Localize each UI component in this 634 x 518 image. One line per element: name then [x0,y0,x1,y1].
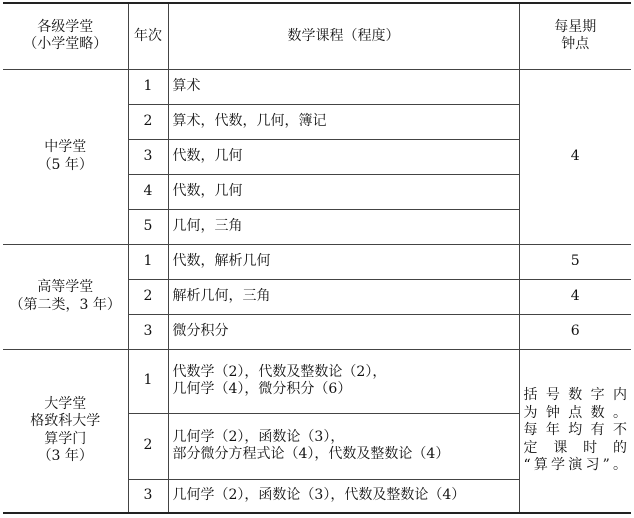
note-cell [519,349,631,513]
course-cell: 几何学（2），函数论（3），代数及整数论（4） [168,479,519,513]
course-line: 几何学（4），微分积分（6） [172,381,352,397]
note-line: “算学演习”。 [523,457,627,473]
year-cell: 3 [128,314,168,349]
note-line: 定课时的 [523,439,627,456]
school-name-line: 算学门 [44,430,87,447]
year-cell: 2 [128,104,168,139]
note-line: 括号数字内 [523,387,627,403]
year-cell: 3 [128,139,168,174]
header-hours-line2: 钟点 [561,36,590,53]
math-curriculum-table [3,2,631,514]
header-school-line2: （小学堂略） [23,36,108,53]
course-cell: 几何，三角 [168,209,519,244]
school-name-university [3,349,128,513]
year-cell: 1 [128,244,168,279]
header-school-line1: 各级学堂 [37,18,94,35]
header-course: 数学课程（程度） [168,3,519,69]
course-cell [168,349,519,413]
school-name-line: 中学堂 [44,139,87,155]
course-cell: 解析几何，三角 [168,279,519,314]
year-cell: 3 [128,479,168,513]
school-name-middle [3,69,128,244]
school-name-line: 格致科大学 [30,413,101,430]
hours-cell: 4 [519,69,631,244]
school-name-high [3,244,128,349]
hours-cell: 6 [519,314,631,349]
course-cell: 代数，几何 [168,139,519,174]
hours-cell: 5 [519,244,631,279]
year-cell: 1 [128,349,168,413]
year-cell: 1 [128,69,168,104]
header-school [3,3,128,69]
school-name-line: （第二类，3 年） [9,296,121,313]
course-cell [168,413,519,479]
course-cell: 代数，解析几何 [168,244,519,279]
year-cell: 4 [128,174,168,209]
school-name-line: 高等学堂 [37,279,94,295]
header-row [3,3,631,69]
hours-cell: 4 [519,279,631,314]
course-line: 几何学（2），函数论（3）， [172,428,345,445]
course-cell: 算术 [168,69,519,104]
note-line: 每年均有不 [523,422,627,438]
year-cell: 2 [128,413,168,479]
year-cell: 5 [128,209,168,244]
header-hours [519,3,631,69]
course-cell: 微分积分 [168,314,519,349]
table-row [3,69,631,104]
year-cell: 2 [128,279,168,314]
header-hours-line1: 每星期 [554,18,597,35]
table-row [3,244,631,279]
table-row [3,349,631,413]
school-name-line: （3 年） [37,448,93,465]
course-cell: 代数，几何 [168,174,519,209]
note-line: 为钟点数。 [523,404,627,421]
course-line: 部分微分方程式论（4），代数及整数论（4） [172,446,450,462]
header-year: 年次 [128,3,168,69]
course-line: 代数学（2），代数及整数论（2）， [172,363,387,380]
school-name-line: （5 年） [37,156,93,173]
course-cell: 算术，代数，几何，簿记 [168,104,519,139]
school-name-line: 大学堂 [44,395,87,412]
